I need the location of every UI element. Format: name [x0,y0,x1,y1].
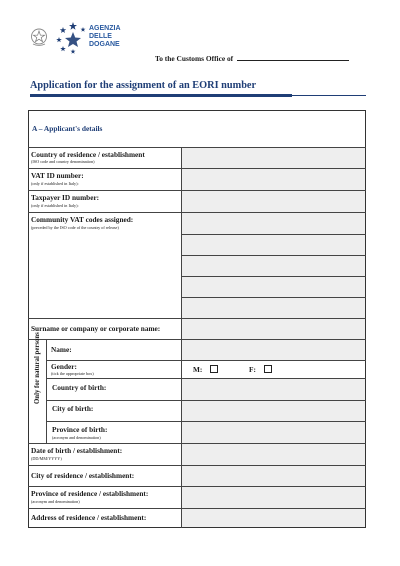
title-rule [30,94,292,97]
country-birth-label: Country of birth: [52,383,107,392]
community-vat-field-5[interactable] [181,297,365,318]
agenzia-dogane-logo [56,20,120,54]
taxpayer-id-label: Taxpayer ID number: [31,193,100,202]
gender-male-checkbox[interactable] [210,365,218,373]
form-title: Application for the assignment of an EORI number [30,80,257,91]
vat-id-note: (only if established in Italy): [31,181,79,186]
taxpayer-id-field[interactable] [181,190,365,212]
gender-female-checkbox[interactable] [264,365,272,373]
community-vat-field-3[interactable] [181,255,365,276]
row-divider [28,443,366,444]
community-vat-field-1[interactable] [181,212,365,234]
natural-persons-divider [46,339,47,443]
row-divider [46,400,366,401]
date-birth-note: (DD/MM/YYYY) [31,456,62,461]
name-label: Name: [51,345,72,354]
row-divider [181,255,366,256]
country-residence-note: (ISO code and country denomination) [31,159,95,164]
row-divider [181,276,366,277]
name-field[interactable] [181,339,365,360]
row-divider [46,360,366,361]
community-vat-label: Community VAT codes assigned: [31,215,134,224]
customs-office-field[interactable] [237,53,349,61]
row-divider [28,190,366,191]
customs-office-label: To the Customs Office of [155,54,234,63]
section-a-title: A – Applicant's details [32,124,103,133]
address-residence-label: Address of residence / establishment: [31,513,147,522]
surname-label: Surname or company or corporate name: [31,324,161,333]
row-divider [181,234,366,235]
title-rule-thin [292,95,366,96]
row-divider [28,339,366,340]
row-divider [28,318,366,319]
city-birth-field[interactable] [181,400,365,421]
row-divider [28,486,366,487]
country-residence-field[interactable] [181,147,365,168]
date-birth-label: Date of birth / establishment: [31,446,123,455]
row-divider [28,147,366,148]
taxpayer-id-note: (only if established in Italy): [31,203,79,208]
vat-id-label: VAT ID number: [31,171,84,180]
row-divider [28,465,366,466]
natural-persons-label: Only for natural persons [34,332,41,404]
province-birth-note: (acronym and denomination) [52,435,101,440]
column-divider [181,147,182,528]
province-residence-label: Province of residence / establishment: [31,489,149,498]
row-divider [46,378,366,379]
row-divider [28,168,366,169]
logo-text-line1: AGENZIA [89,25,121,32]
province-residence-field[interactable] [181,486,365,508]
gender-note: (tick the appropriate box) [51,371,94,376]
surname-field[interactable] [181,318,365,339]
gender-female-label: F: [249,365,256,374]
province-residence-note: (acronym and denomination) [31,499,80,504]
italian-republic-emblem-icon [30,27,48,47]
row-divider [28,508,366,509]
row-divider [28,212,366,213]
city-residence-field[interactable] [181,465,365,486]
date-birth-field[interactable] [181,443,365,465]
address-residence-field[interactable] [181,508,365,527]
vat-id-field[interactable] [181,168,365,190]
stars-logo-icon [56,20,90,54]
city-residence-label: City of residence / establishment: [31,471,135,480]
province-birth-field[interactable] [181,421,365,443]
community-vat-field-4[interactable] [181,276,365,297]
row-divider [181,297,366,298]
logo-text-line3: DOGANE [89,41,120,48]
gender-label: Gender: [51,362,77,371]
row-divider [46,421,366,422]
community-vat-field-2[interactable] [181,234,365,255]
community-vat-note: (preceded by the ISO code of the country of release) [31,225,119,230]
gender-male-label: M: [193,365,203,374]
city-birth-label: City of birth: [52,404,94,413]
customs-office-line [155,53,349,63]
province-birth-label: Province of birth: [52,425,108,434]
country-birth-field[interactable] [181,378,365,400]
country-residence-label: Country of residence / establishment [31,150,145,159]
logo-text-line2: DELLE [89,33,112,40]
